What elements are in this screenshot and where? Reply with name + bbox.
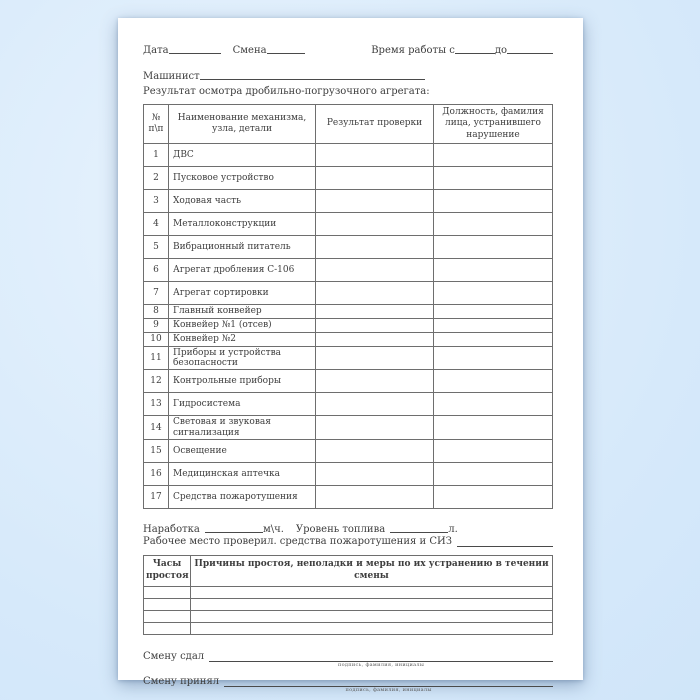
responsible-person	[434, 486, 553, 509]
work-time-to-label: до	[494, 45, 507, 56]
row-number: 13	[144, 393, 169, 416]
inspection-row	[144, 346, 553, 370]
responsible-person	[434, 189, 553, 212]
downtime-reason-cell	[191, 611, 553, 623]
operating-hours-unit: м\ч.	[262, 524, 284, 536]
date-shift-group	[143, 38, 305, 56]
inspection-row	[144, 393, 553, 416]
operator-blank	[200, 71, 425, 80]
downtime-row	[144, 587, 553, 599]
downtime-reasons-header: Причины простоя, неполадки и меры по их устранению в течении смены	[191, 556, 553, 587]
inspection-row	[144, 332, 553, 346]
responsible-person	[434, 304, 553, 318]
inspection-row	[144, 486, 553, 509]
check-result	[316, 281, 434, 304]
check-result	[316, 416, 434, 440]
check-result	[316, 212, 434, 235]
downtime-row	[144, 599, 553, 611]
workplace-check-line	[143, 536, 553, 549]
mechanism-name: Гидросистема	[169, 393, 316, 416]
mechanism-name: Агрегат дробления С-106	[169, 258, 316, 281]
shift-blank	[267, 45, 305, 54]
operating-hours-line	[143, 517, 553, 536]
row-number: 15	[144, 440, 169, 463]
signature-caption: подпись, фамилия, инициалы	[337, 662, 425, 669]
inspection-row	[144, 143, 553, 166]
responsible-person	[434, 318, 553, 332]
check-result	[316, 166, 434, 189]
signature-caption: подпись, фамилия, инициалы	[345, 687, 432, 694]
check-result	[316, 143, 434, 166]
shift-handed-blank	[209, 651, 553, 669]
col-header-number: № п\п	[144, 105, 169, 144]
mechanism-name: Конвейер №1 (отсев)	[169, 318, 316, 332]
check-result	[316, 346, 434, 370]
responsible-person	[434, 212, 553, 235]
inspection-header-row	[144, 105, 553, 144]
check-result	[316, 486, 434, 509]
downtime-hours-cell	[144, 611, 191, 623]
document-page	[118, 18, 583, 694]
responsible-person	[434, 416, 553, 440]
workplace-check-blank	[457, 536, 553, 547]
work-time-to-blank	[507, 45, 553, 54]
inspection-row	[144, 166, 553, 189]
downtime-header-row	[144, 556, 553, 587]
inspection-row	[144, 463, 553, 486]
check-result	[316, 258, 434, 281]
inspection-row	[144, 370, 553, 393]
row-number: 9	[144, 318, 169, 332]
mechanism-name: Металлоконструкции	[169, 212, 316, 235]
row-number: 3	[144, 189, 169, 212]
date-blank	[169, 45, 221, 54]
work-time-from-blank	[455, 45, 495, 54]
check-result	[316, 440, 434, 463]
operator-label: Машинист	[143, 71, 200, 82]
check-result	[316, 304, 434, 318]
inspection-row	[144, 281, 553, 304]
operating-hours-label: Наработка	[143, 524, 200, 536]
responsible-person	[434, 166, 553, 189]
downtime-hours-cell	[144, 599, 191, 611]
downtime-reason-cell	[191, 623, 553, 635]
inspection-table	[143, 104, 553, 509]
fuel-unit: л.	[448, 524, 458, 536]
shift-handed-label: Смену сдал	[143, 651, 205, 663]
work-time-label: Время работы с	[371, 45, 455, 56]
shift-handed-line	[143, 651, 553, 669]
responsible-person	[434, 332, 553, 346]
mechanism-name: Агрегат сортировки	[169, 281, 316, 304]
check-result	[316, 332, 434, 346]
check-result	[316, 189, 434, 212]
inspection-row	[144, 212, 553, 235]
responsible-person	[434, 370, 553, 393]
operator-line	[143, 64, 553, 82]
downtime-hours-cell	[144, 623, 191, 635]
mechanism-name: Конвейер №2	[169, 332, 316, 346]
inspection-row	[144, 318, 553, 332]
shift-accepted-line	[143, 676, 553, 694]
col-header-mechanism: Наименование механизма, узла, детали	[169, 105, 316, 144]
shift-label: Смена	[232, 45, 267, 56]
mechanism-name: Освещение	[169, 440, 316, 463]
downtime-reason-cell	[191, 599, 553, 611]
responsible-person	[434, 463, 553, 486]
responsible-person	[434, 258, 553, 281]
mechanism-name: Медицинская аптечка	[169, 463, 316, 486]
responsible-person	[434, 346, 553, 370]
mechanism-name: Световая и звуковая сигнализация	[169, 416, 316, 440]
responsible-person	[434, 281, 553, 304]
downtime-hours-header: Часы простоя	[144, 556, 191, 587]
check-result	[316, 235, 434, 258]
row-number: 8	[144, 304, 169, 318]
row-number: 7	[144, 281, 169, 304]
row-number: 10	[144, 332, 169, 346]
row-number: 11	[144, 346, 169, 370]
row-number: 5	[144, 235, 169, 258]
row-number: 17	[144, 486, 169, 509]
row-number: 2	[144, 166, 169, 189]
check-result	[316, 463, 434, 486]
inspection-row	[144, 258, 553, 281]
mechanism-name: Средства пожаротушения	[169, 486, 316, 509]
shift-accepted-label: Смену принял	[143, 676, 220, 688]
responsible-person	[434, 235, 553, 258]
row-number: 16	[144, 463, 169, 486]
downtime-row	[144, 623, 553, 635]
mechanism-name: Пусковое устройство	[169, 166, 316, 189]
inspection-row	[144, 416, 553, 440]
shift-accepted-blank	[224, 676, 553, 694]
col-header-result: Результат проверки	[316, 105, 434, 144]
downtime-row	[144, 611, 553, 623]
row-number: 6	[144, 258, 169, 281]
inspection-row	[144, 235, 553, 258]
inspection-row	[144, 440, 553, 463]
row-number: 1	[144, 143, 169, 166]
downtime-table	[143, 555, 553, 635]
downtime-reason-cell	[191, 587, 553, 599]
operating-hours-blank	[205, 524, 263, 533]
row-number: 12	[144, 370, 169, 393]
mechanism-name: Контрольные приборы	[169, 370, 316, 393]
mechanism-name: Главный конвейер	[169, 304, 316, 318]
mechanism-name: ДВС	[169, 143, 316, 166]
date-shift-time-line	[143, 38, 553, 56]
row-number: 4	[144, 212, 169, 235]
work-time-group	[371, 38, 553, 56]
mechanism-name: Приборы и устройства безопасности	[169, 346, 316, 370]
date-label: Дата	[143, 45, 169, 56]
inspection-table-body	[144, 143, 553, 508]
mechanism-name: Ходовая часть	[169, 189, 316, 212]
check-result	[316, 370, 434, 393]
fuel-level-label: Уровень топлива	[295, 524, 386, 536]
fuel-level-blank	[390, 524, 448, 533]
inspection-row	[144, 304, 553, 318]
row-number: 14	[144, 416, 169, 440]
responsible-person	[434, 143, 553, 166]
downtime-hours-cell	[144, 587, 191, 599]
responsible-person	[434, 440, 553, 463]
check-result	[316, 318, 434, 332]
workplace-check-label: Рабочее место проверил. средства пожаротушения и СИЗ	[143, 536, 452, 548]
inspection-row	[144, 189, 553, 212]
check-result	[316, 393, 434, 416]
responsible-person	[434, 393, 553, 416]
col-header-responsible: Должность, фамилия лица, устранившего нарушение	[434, 105, 553, 144]
downtime-table-body	[144, 587, 553, 635]
inspection-title: Результат осмотра дробильно-погрузочного агрегата:	[143, 86, 430, 97]
mechanism-name: Вибрационный питатель	[169, 235, 316, 258]
